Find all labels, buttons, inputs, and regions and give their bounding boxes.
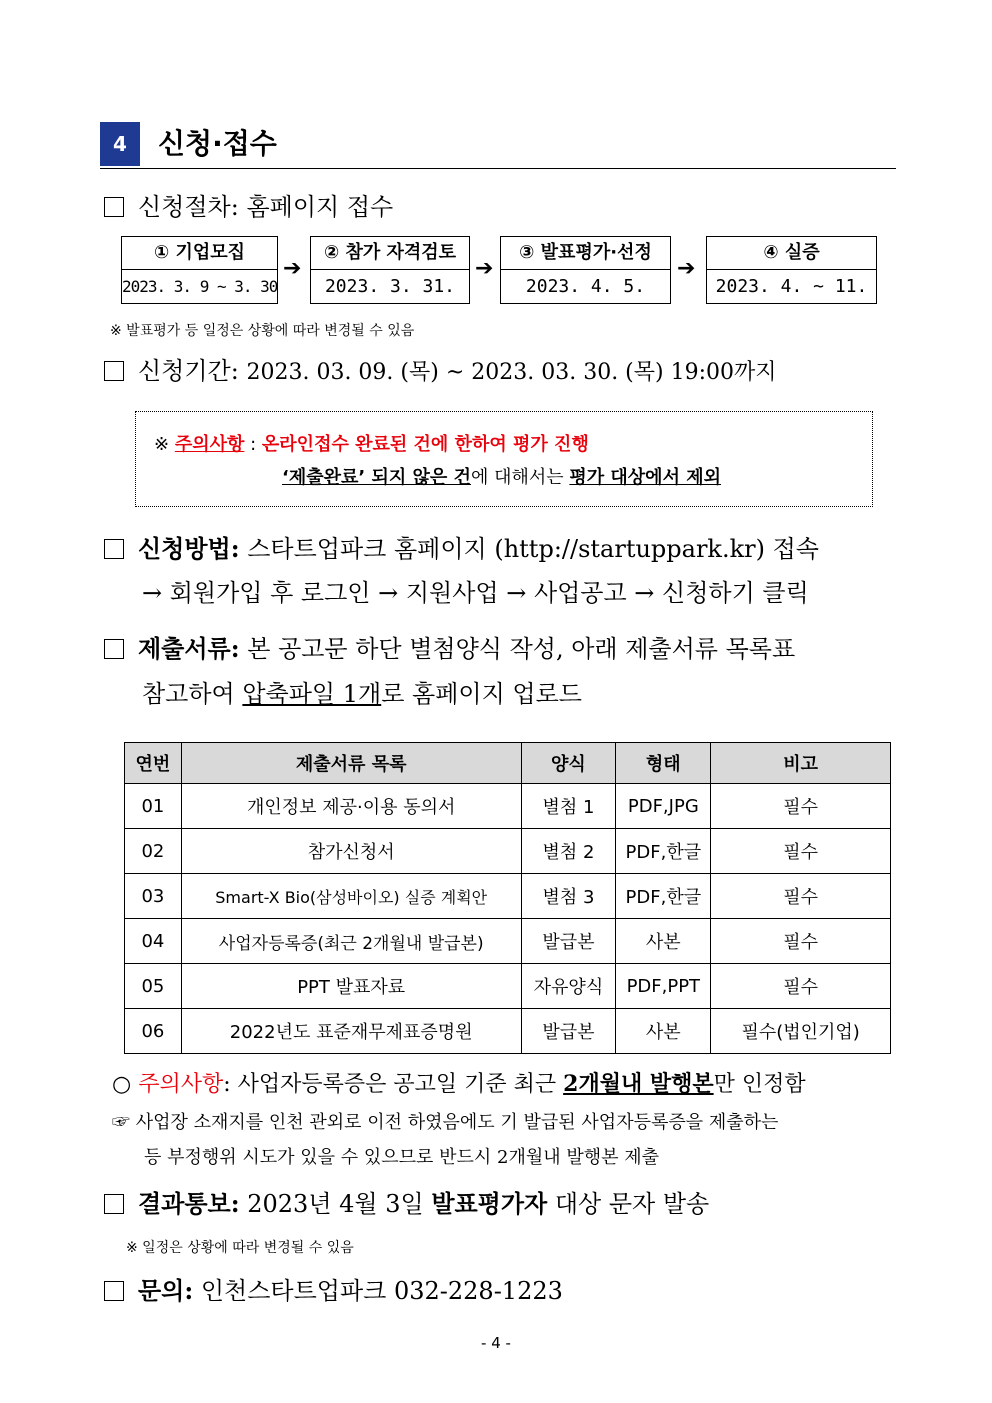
notice-text-2b: 에 대해서는 [470, 467, 570, 488]
caution-text-c: 만 인정함 [713, 1072, 806, 1097]
procedure-note: ※ 발표평가 등 일정은 상황에 따라 변경될 수 있음 [110, 323, 415, 339]
flow-step-2 [310, 236, 470, 304]
table-cell: 필수 [711, 919, 891, 964]
procedure-label: 신청절차: [138, 193, 239, 221]
checkbox-square-icon [104, 361, 124, 381]
method-line-2: → 회원가입 후 로그인 → 지원사업 → 사업공고 → 신청하기 클릭 [142, 579, 809, 607]
result-note: ※ 일정은 상황에 따라 변경될 수 있음 [126, 1240, 354, 1256]
table-row [125, 784, 891, 829]
table-cell: 05 [125, 964, 182, 1009]
checkbox-square-icon [104, 1194, 124, 1214]
table-header-cell: 연번 [125, 743, 182, 784]
flow-arrow-icon: ➔ [677, 256, 696, 281]
documents-text-2a: 참고하여 [142, 680, 243, 708]
table-cell: PDF,한글 [616, 829, 711, 874]
notice-text-2a: ‘제출완료’ 되지 않은 건 [282, 467, 471, 488]
table-cell: 02 [125, 829, 182, 874]
flow-arrow-icon: ➔ [283, 256, 302, 281]
result-text-c: 대상 문자 발송 [547, 1190, 710, 1218]
flow-step-3 [500, 236, 671, 304]
notice-label: 주의사항 [174, 434, 245, 455]
table-header-cell: 형태 [616, 743, 711, 784]
table-cell: 별첨 1 [521, 784, 616, 829]
section-number: 4 [100, 122, 140, 166]
table-cell: 필수 [711, 829, 891, 874]
table-cell: 참가신청서 [181, 829, 521, 874]
caution-text-b: 2개월내 발행본 [563, 1071, 714, 1097]
documents-label: 제출서류: [138, 634, 240, 663]
method-line-1: 스타트업파크 홈페이지 (http://startuppark.kr) 접속 [247, 535, 819, 563]
table-row [125, 1009, 891, 1054]
notice-colon: : [244, 434, 262, 455]
notice-mark: ※ [154, 434, 170, 455]
table-cell: PDF,PPT [616, 964, 711, 1009]
period-value: 2023. 03. 09. (목) ~ 2023. 03. 30. (목) 19:00까지 [246, 360, 777, 385]
table-cell: PDF,JPG [616, 784, 711, 829]
flow-step-title: ② 참가 자격검토 [311, 237, 469, 270]
table-cell: 개인정보 제공·이용 동의서 [181, 784, 521, 829]
period-label: 신청기간: [138, 357, 239, 385]
table-cell: PDF,한글 [616, 874, 711, 919]
page-number: - 4 - [481, 1334, 511, 1352]
table-cell: 사업자등록증(최근 2개월내 발급본) [181, 919, 521, 964]
method-label: 신청방법: [138, 534, 240, 563]
table-cell: 발급본 [521, 1009, 616, 1054]
notice-text-1: 온라인접수 완료된 건에 한하여 평가 진행 [261, 434, 589, 455]
table-cell: 01 [125, 784, 182, 829]
documents-line-2 [142, 677, 582, 711]
table-cell: 발급본 [521, 919, 616, 964]
table-cell: 04 [125, 919, 182, 964]
flow-step-title: ③ 발표평가·선정 [501, 237, 670, 270]
warning-line-2: 등 부정행위 시도가 있을 수 있으므로 반드시 2개월내 발행본 제출 [144, 1147, 660, 1168]
method-bullet [104, 532, 819, 566]
contact-label: 문의: [138, 1276, 194, 1305]
table-cell: 2022년도 표준재무제표증명원 [181, 1009, 521, 1054]
flow-step-date: 2023. 3. 31. [324, 276, 456, 297]
contact-bullet [104, 1274, 563, 1308]
table-row [125, 964, 891, 1009]
procedure-bullet [104, 190, 393, 224]
notice-box [135, 411, 873, 507]
flow-arrow-icon: ➔ [475, 256, 494, 281]
flow-step-date: 2023. 4. 5. [525, 276, 646, 297]
notice-line-1 [154, 430, 589, 456]
procedure-value: 홈페이지 접수 [246, 193, 394, 221]
checkbox-square-icon [104, 639, 124, 659]
table-cell: 필수 [711, 874, 891, 919]
table-row [125, 874, 891, 919]
documents-text-2b: 압축파일 1개 [242, 680, 382, 708]
documents-table [124, 742, 891, 1054]
caution-text-a: : 사업자등록증은 공고일 기준 최근 [223, 1072, 564, 1097]
result-label: 결과통보: [138, 1189, 240, 1218]
checkbox-square-icon [104, 1281, 124, 1301]
documents-bullet [104, 632, 795, 666]
table-cell: 03 [125, 874, 182, 919]
period-bullet [104, 354, 777, 390]
flow-step-date: 2023. 4. ~ 11. [715, 276, 868, 297]
result-text-b: 발표평가자 [431, 1189, 548, 1218]
flow-step-1 [121, 236, 278, 304]
table-header-cell: 양식 [521, 743, 616, 784]
table-cell: PPT 발표자료 [181, 964, 521, 1009]
flow-step-date: 2023. 3. 9 ~ 3. 30 [122, 277, 278, 296]
checkbox-square-icon [104, 197, 124, 217]
table-cell: 필수 [711, 784, 891, 829]
table-row [125, 829, 891, 874]
table-cell: 필수 [711, 964, 891, 1009]
table-header-cell: 비고 [711, 743, 891, 784]
table-cell: Smart-X Bio(삼성바이오) 실증 계획안 [181, 874, 521, 919]
result-text-a: 2023년 4월 3일 [247, 1190, 432, 1218]
flow-step-title: ① 기업모집 [122, 237, 277, 270]
table-cell: 별첨 2 [521, 829, 616, 874]
checkbox-square-icon [104, 539, 124, 559]
notice-text-2c: 평가 대상에서 제외 [569, 467, 721, 488]
contact-value: 인천스타트업파크 032-228-1223 [200, 1277, 563, 1305]
caution-line [112, 1067, 806, 1102]
section-title: 신청·접수 [158, 127, 277, 160]
flow-step-title: ④ 실증 [707, 237, 876, 270]
table-header-row [125, 743, 891, 784]
caution-label: 주의사항 [138, 1072, 224, 1097]
table-cell: 사본 [616, 1009, 711, 1054]
result-bullet [104, 1187, 709, 1221]
table-cell: 자유양식 [521, 964, 616, 1009]
table-row [125, 919, 891, 964]
section-divider [100, 168, 896, 169]
flow-step-4 [706, 236, 877, 304]
caution-mark: ○ [112, 1072, 132, 1097]
documents-line-1: 본 공고문 하단 별첨양식 작성, 아래 제출서류 목록표 [247, 635, 796, 663]
notice-line-2 [282, 463, 721, 489]
documents-text-2c: 로 홈페이지 업로드 [381, 680, 582, 708]
table-cell: 06 [125, 1009, 182, 1054]
table-cell: 필수(법인기업) [711, 1009, 891, 1054]
table-cell: 별첨 3 [521, 874, 616, 919]
warning-line-1: ☞ 사업장 소재지를 인천 관외로 이전 하였음에도 기 발급된 사업자등록증을 제출하는 [112, 1112, 779, 1133]
table-header-cell: 제출서류 목록 [181, 743, 521, 784]
table-cell: 사본 [616, 919, 711, 964]
